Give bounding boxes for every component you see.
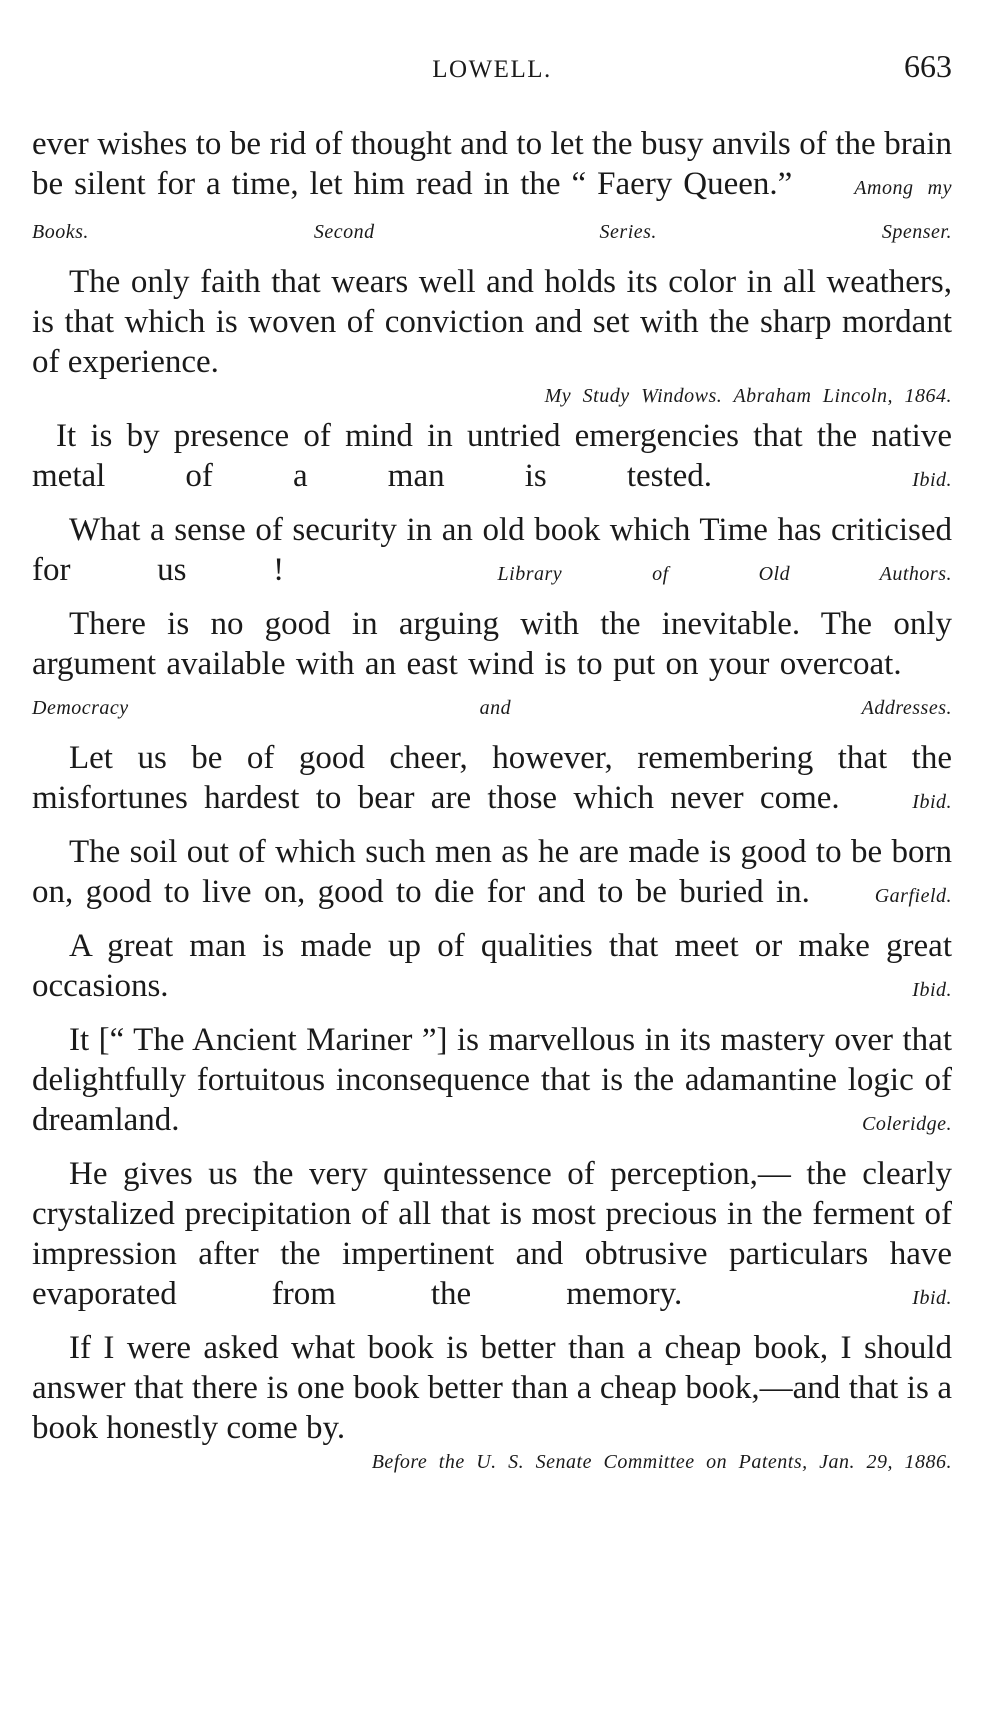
- quotation: [32, 738, 952, 822]
- quotation: [32, 416, 952, 500]
- quotation: [32, 604, 952, 728]
- quotation-source: Ibid.: [912, 979, 953, 1001]
- quotation-text: What a sense of security in an old book which Time has criticised for us !: [32, 512, 952, 588]
- quotation: [32, 1020, 952, 1144]
- quotation-text: It is by presence of mind in untried emergencies that the native metal of a man is tested.: [32, 418, 952, 494]
- quotation-source: Ibid.: [912, 791, 952, 813]
- quotation-source: Garfield.: [874, 885, 953, 907]
- quotation-text: There is no good in arguing with the inevitable. The only argument available with an east wind is to put on your overcoat.: [32, 606, 952, 682]
- quotation-text: The soil out of which such men as he are made is good to be born on, good to live on, good to die for and to be buried in.: [32, 834, 952, 910]
- quotation-source: Among my Books. Second Series. Spenser.: [32, 177, 953, 243]
- quotation: [32, 926, 952, 1010]
- quotation: [32, 124, 952, 252]
- page-number: 663: [904, 48, 952, 84]
- quotation-text: It [“ The Ancient Mariner ”] is marvellous in its mastery over that delightfully fortuitous inconsequence that is the adamantine logic of dreamland.: [32, 1022, 952, 1138]
- quotation-source: My Study Windows. Abraham Lincoln, 1864.: [544, 385, 952, 407]
- quotation-source: Before the U. S. Senate Committee on Patents, Jan. 29, 1886.: [371, 1451, 952, 1473]
- quotations-body: [32, 124, 952, 1476]
- quotation: [32, 832, 952, 916]
- quotation: [32, 262, 952, 382]
- quotation-source: Library of Old Authors.: [497, 563, 952, 585]
- quotation-source: Coleridge.: [862, 1113, 952, 1135]
- quotation-text: Let us be of good cheer, however, remembering that the misfortunes hardest to bear are those which never come.: [32, 740, 952, 816]
- running-head: LOWELL.: [432, 56, 552, 83]
- quotation-text: ever wishes to be rid of thought and to let the busy anvils of the brain be silent for a time, let him read in the “ Faery Queen.”: [32, 126, 952, 202]
- quotation-text: If I were asked what book is better than a cheap book, I should answer that there is one book better than a cheap book,—and that is a book honestly come by.: [32, 1330, 952, 1446]
- quotation-text: The only faith that wears well and holds its color in all weathers, is that which is woven of conviction and set with the sharp mordant of experience.: [32, 264, 952, 380]
- quotation-text: He gives us the very quintessence of perception,— the clearly crystalized precipitation of all that is most precious in the ferment of impression after the impertinent and obtrusive particulars have evaporated from the memory.: [32, 1156, 952, 1312]
- quotation-text: A great man is made up of qualities that meet or make great occasions.: [32, 928, 952, 1004]
- quotation-source: Ibid.: [912, 469, 953, 491]
- quotation-source: Ibid.: [912, 1287, 952, 1309]
- page-header: [32, 48, 952, 88]
- quotation-source: Democracy and Addresses.: [32, 697, 952, 719]
- quotation: [32, 510, 952, 594]
- quotation: [32, 1154, 952, 1318]
- quotation: [32, 1328, 952, 1448]
